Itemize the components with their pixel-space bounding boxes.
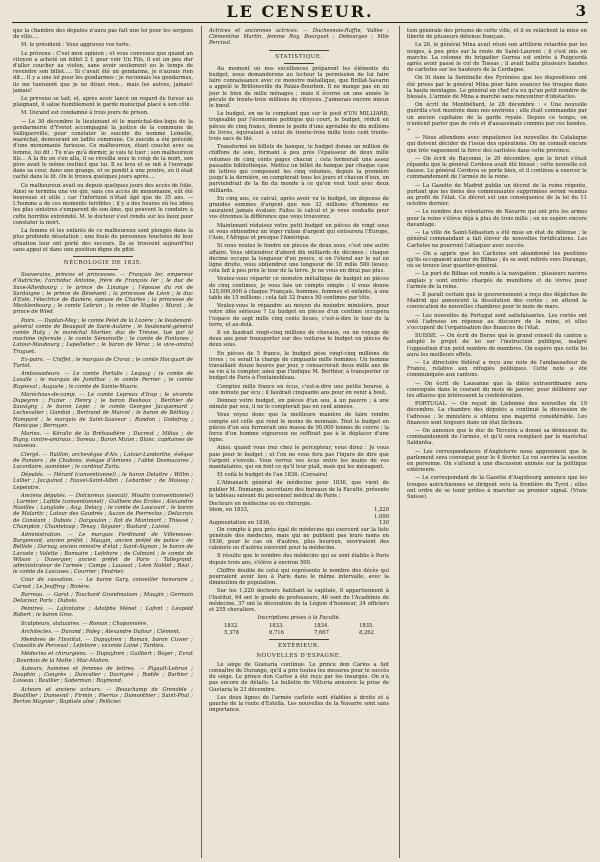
paragraph: Transformé en billets de banque, le budget donne un million de chiffons de soie, formant à peu près l'épaisseur de deux mille volumes de cinq cents pages chacun ; cela formerait une assez passable bibliothèque. Mettez un billet de banque par chaque case de lettres qui composent les cinq volumes, depuis la première jusqu'à la dernière, on compterait tous les jours et chacun d'eux, on parviendrait de la fin du monde à ce qu'on veut tout avec deux milliards. xyxy=(209,144,389,194)
paragraph: Donnez votre budget, en pièces d'un sou, à un pauvre ; à une minute par sou, il ne le compterait pas en cent années. xyxy=(209,397,389,411)
table-row xyxy=(209,630,389,636)
year-cell: 1835. xyxy=(359,623,374,630)
paragraph: que la chambre des députés n'aura pas fait une loi pour les sergens de ville.... xyxy=(13,28,193,41)
table-caption: Inscriptions prises à la Faculté. xyxy=(257,615,341,622)
count-cell: 8,262 xyxy=(359,629,374,636)
paragraph: — On écrit de Bayonne, le 29 décembre, que le bruit s'était répandu que le général Cordova avait été blessé ; cette nouvelle est fausse. Le général Cordova se porte bien, et il continue à exercer le commandement de l'armée de la reine. xyxy=(407,155,587,181)
necrology-entry: Architectes. — Durand ; Paley ; Alexandre Dufour ; Clément. xyxy=(21,628,181,635)
paragraph: — On a appris que les Carlistes ont abandonné les positions qu'ils occupaient autour de Bilbao ; ils se sont retirés vers Durango, où se trouve leur quartier-général. xyxy=(407,250,587,270)
paragraph: Maintenant réduisez votre petit budget en pièces de vingt sous et vous obtiendrez un léger ruban d'argent qui entourera l'Europe, l'Asie, l'Afrique et presque l'Amérique. xyxy=(209,222,389,242)
paragraph: Les deux lignes de l'armée carliste sont établies à droite et à gauche de la route d'Estella. Les nouvelles de la Navarre sont sans importance. xyxy=(209,694,389,714)
paragraph: Voulez-vous le répandre au moyen du moindre ministère, pour votre idée sérieuse ? Le budget en pièces d'un centime occupera l'espace de sept mille cinq cents lieues, c'est-à-dire le tour de la terre, et au-delà. xyxy=(209,303,389,328)
paragraph: L'Almanach général de médecine pour 1836, que vient de publier M. Domange, secrétaire des bureaux de la Faculté, présente le tableau suivant du personnel médical de Paris : xyxy=(209,480,389,499)
necrology-entry: Actrices et anciennes actrices. — Duchesnois-Raffin, Vallée ; Clémentine Martin, femme Roy, Bourguet ; Debourges ; Mlle Percival. xyxy=(209,28,389,47)
doctor-count-table xyxy=(209,501,389,527)
court-report xyxy=(13,28,193,253)
necrology-entry: Ex-pairs. — Chiffet ; le marquis de Civrac ; le comte Hocquart de Turtot. xyxy=(13,356,193,369)
section-subheading: NOUVELLES D'ESPAGNE. xyxy=(256,652,342,659)
necrology-entry: Ambassadeurs. — Le comte Portalis ; Lequay ; le comte de Lasalle ; le marquis de Jumilhac ; le comte Perrier ; le comte Rayneval ; Auguste ; le comte de Sainte-Maure. xyxy=(13,371,193,390)
paragraph: On compte à peu près égal de médecins qui exercent sur la liste générale des médecins, mais qui ne publient pas leurs noms en 1836, pour le cas où d'autres, plus heureux, ouvriraient des cabinets ou d'autres exercent pour la médecine. xyxy=(209,526,389,552)
paragraph: M. Durand est condamné à trois jours de prison. xyxy=(21,110,149,117)
section-separator xyxy=(269,639,329,640)
paragraph: On écrit de Montbéliard, le 28 décembre : « Une nouvelle guérilla s'est montrée dans nos environs ; elle était commandée par un ancien capitaine de la garde royale. Depuis ce temps, on n'entend parler que de vols et d'assassinats commis par ces bandes. » xyxy=(407,102,587,134)
necrology-entry: Acteurs et anciens acteurs. — Beauchamp de Grenoble ; Boutillier ; Dumesnil ; Firmin ; Pierrus ; Dumonthier ; Saint-Phal ; Berton Maynier ; Baptiste aîné ; Pellicier. xyxy=(13,686,193,705)
paragraph: M. le président : Vous aggravez vos torts. xyxy=(21,42,131,49)
paragraph: Sur les 1,220 docteurs habitant la capitale, 8 appartiennent à l'Institut, 64 ont le grade de professeurs, 46 sont de l'Académie de médecine, 37 ont la décoration de la Légion d'honneur, 34 officiers et 255 chevaliers. xyxy=(209,588,389,614)
necrology-entry: Sculpteurs, statuaires. — Roman ; Chaponnière. xyxy=(21,620,148,627)
record-label: Docteurs en médecine ou en chirurgie. xyxy=(209,501,312,508)
section-heading: EXTÉRIEUR. xyxy=(278,643,320,650)
section-heading: STATISTIQUE. xyxy=(275,53,323,60)
statistics-article xyxy=(209,66,389,499)
inscriptions-table xyxy=(209,623,389,636)
necrology-entry: Clergé. — Raillon, archevêque d'Aix ; Latour-Landorthe, évêque de Pamiers ; de Chabons, évêque d'Amiens ; l'abbé Desmazures ; Lacordaire, aumônier ; le cardinal Zurla. xyxy=(13,451,193,470)
record-label: Augmentation en 1836, xyxy=(209,520,271,527)
paragraph: — Le port de Bilbao est rendu à la navigation ; plusieurs navires anglais y sont entrés chargés de munitions et de vivres pour l'armée de la reine. xyxy=(407,271,587,290)
record-value: 130 xyxy=(379,520,389,527)
paragraph: La femme et les enfants de ce malheureux sont plongés dans la plus profonde désolation ; une foule de personnes touchées de leur situation leur ont porté des secours. Ils se trouvent aujourd'hui sans appui et dans une position digne de pitié. xyxy=(13,228,193,253)
paragraph: Le siége de Guetaria continue. Le prince don Carlos a fait connaître de Durango, qu'il a pris toutes les mesures pour le succès du siége. Le prince don Carlos a été reçu par les insurgés. On n'a pas encore de détails. Le bulletin de Vittoria annonce la prise de Guetaria le 23 décembre. xyxy=(209,661,389,693)
paragraph: — On écrit de Lausanne que la diète extraordinaire sera convoquée dans le courant du mois de janvier, pour délibérer sur les affaires qui intéressent la confédération. xyxy=(407,380,587,399)
paragraph: Le 26, le général Mina avait réuni son artillerie retardée par les neiges, à peu près sur la route de Saint-Laurent ; il s'est mis en marche. La colonne du brigadier Gurrea est entrée à Puigcerdà après avoir passé le col de Tossas ; il avait battu plusieurs bandes de carlistes sur les hauteurs de la Cerdagne. xyxy=(407,42,587,74)
paragraph: — Le nombre des volontaires de Navarre qui ont pris les armes pour la reine s'élève déjà à plus de trois mille ; on en espère encore davantage. xyxy=(407,209,587,228)
section-heading: NÉCROLOGIE DE 1835. xyxy=(63,259,143,266)
necrology-entry: Pairs. — Duplan-Mey ; le comte Pelet de la Lozère ; le lieutenant-général comte de Beaupoil de Saint-Aulaire ; le lieutenant-général comte Ruty ; le maréchal Mortier, duc de Trévise, tué par la machine infernale ; le comte Sémonville ; le comte de Fontanes ; Latour-Maubourg ; Lepelletier ; le baron de Vérac ; le vice-amiral Truguet. xyxy=(13,317,193,355)
column-divider xyxy=(201,26,202,858)
column-divider xyxy=(399,26,400,858)
paragraph: tion générale des prisons de cette ville, et il se relâchent la mise en liberté de plusieurs détenus français. xyxy=(407,28,587,41)
paragraph: PORTUGAL. — On reçoit de Lisbonne des nouvelles du 19 décembre. La chambre des députés a continué la discussion de l'adresse ; le ministère a obtenu une majorité considérable. Les finances sont toujours dans un état fâcheux. xyxy=(407,401,587,426)
count-cell: 5,378 xyxy=(224,629,239,636)
paragraph: — Les nouvelles de Portugal sont satisfaisantes. Les cortès ont voté l'adresse en réponse au discours de la reine, et elles s'occupent de l'organisation des finances de l'état. xyxy=(407,312,587,331)
paragraph: — Le directoire fédéral a reçu une note de l'ambassadeur de France, relative aux réfugiés politiques. Cette note a été communiquée aux cantons. xyxy=(407,359,587,379)
paragraph: Et voilà le budget de l'an 1836. (Corsaire) xyxy=(217,472,328,479)
necrology-entry: Souverains, princes et princesses. — François Ier, empereur d'Autriche; l'archiduc Antoine, frère de François Ier ; le duc de Saxe-Altenbourg ; le prince de Linange ; l'épouse du roi de Sardaigne ; le prince de Bénévent ; la princesse de Léon ; le duc d'Este; l'électrice de Bavière, épouse de Charles ; la princesse de Mecklenbourg ; le comte Lebrun ; la reine de Naples ; Murat ; le prince de Wied. xyxy=(13,272,193,316)
section-separator xyxy=(73,256,133,257)
necrology-entry: Auteurs, hommes et femmes de lettres. — Pigault-Lebrun ; Dauphin ; Congrès ; Duncalier ; Davrigné ; Roddé ; Barbier ; Loiseau ; Boullier ; Saderman ; Raymond. xyxy=(13,665,193,685)
count-cell: 6,716 xyxy=(269,629,284,636)
paragraph: En pièces de 5 francs, le budget pèse vingt-cinq millions de livres ; ce serait la charge de cinquante mille hommes. Un homme travaillant douze heures par jour, y consacrerait deux mille ans de sa vie à le compter, ainsi que l'indique M. Berthier, à transporter ce budget de Paris à Fontainebleau. xyxy=(209,350,389,382)
section-separator xyxy=(269,50,329,51)
paragraph: Le prévenu : C'est mon opinion ; et vous convenez que quand un citoyen a acheté un billet 2 f. pour voir Un Fils, il est un peu dur d'aller coucher au violon, sans avoir seulement eu le temps de revendre son billet..... Si c'avait été un gendarme, je n'aurais rien dit... Il y a une loi pour les gendarmes ; je reconnais les gendarmes, ils me tueraient que je ne dirais rien... mais les autres, jamais! jamais! xyxy=(13,50,193,94)
paragraph: — On annonce que le duc de Terceira a donné sa démission du commandement de l'armée, et qu'il sera remplacé par le maréchal Saldanha. xyxy=(407,427,587,447)
necrology-entry: Députés. — Hérard (conventionnel) ; le baron Delaître ; Willm ; Lallier ; Jacquinot ; Fauvel-Saint-Albin ; Lebarbier ; de Moussy ; Lepeintre. xyxy=(13,472,193,491)
necrology-list xyxy=(13,272,193,705)
paragraph: Comptez mille francs en écus, c'est-à-dire une petite bourse, à une minute par écu ; il faudrait cinquante ans pour en venir à bout. xyxy=(209,383,389,396)
count-cell: 7,667 xyxy=(314,629,329,636)
necrology-entry: Marins. — Kérallo de la Bréhaudière ; Ducrest ; Milius ; de Bigny, contre-amiraux ; Soreau ; Baron Mizon ; Blanc, capitaines de vaisseau. xyxy=(13,430,193,450)
paragraph: — La ville de Saint-Sébastien a été mise en état de défense ; le général commandant a fait élever de nouvelles fortifications. Les Carlistes ne pourront l'attaquer avec succès. xyxy=(407,230,587,249)
paragraph: — Le 30 décembre le lieutenant et le maréchal-des-logis de la gendarmerie d'Yvetot accompagné la justice de la commune de Valliquerville, pour constater le suicide du nommé Lemelle, maréchal, demeurant en ladite commune. Ce suicide a été précédé d'une monomanie furieuse. Ce malheureux, étant couché avec sa femme, lui dit : Tu n'as qu'à dormir, je vais te tuer ; son malheureux fils... A la fin on s'en alla, il se réveilla sous le coup de la mort, son père avait le même instinct que lui. Il se leva et se mit à l'ouvrage dans sa cour, dans une grange, et se pendit à une poutre, où il était caché dans le lit. On le trouva quelques jours après.... xyxy=(13,118,193,181)
paragraph: Ainsi, quand vous irez chez le percepteur, vous direz : Je vous paie pour le budget ; et l'on ne vous fera pas l'injure de dire que l'argent s'envole. Vous verrez vos écus entre les mains de vos mandataires, qui en font ce qu'il leur plaît, mais qui les ménagent. xyxy=(209,445,389,470)
section-separator xyxy=(284,63,314,64)
paragraph: SUISSE. — On écrit de Berne que le grand conseil du canton a adopté le projet de loi sur l'instruction publique, malgré l'opposition d'un petit nombre de membres. On espère que cette loi aura les meilleurs effets. xyxy=(407,333,587,358)
necrology-entry: Peintres. — Lafontaine ; Adolphe Ménet ; Lafont ; Léopold Robert ; le baron Gros. xyxy=(13,606,193,619)
masthead xyxy=(14,2,586,22)
newspaper-title: LE CENSEUR. xyxy=(226,2,374,21)
record-value: 1,220 xyxy=(374,507,389,514)
year-cell: 1834. xyxy=(314,623,329,630)
column-3 xyxy=(407,28,587,858)
column-1 xyxy=(13,28,193,858)
necrology-entry: Médecins et chirurgiens. — Dupuytren ; Guilbert ; Boyer ; Evrat ; Bourdois de la Motte ; Mac-Mahon. xyxy=(13,651,193,664)
paragraph: Chiffre double de celui qui représente le nombre des décès qui pourraient avoir lieu à Paris dans le même intervalle, avec la diminution de population. xyxy=(209,567,389,587)
paragraph: — Les correspondances d'Angleterre nous apprennent que le parlement sera convoqué pour le 4 février. Le roi ouvrira la session en personne. On s'attend à une discussion animée sur la politique extérieure. xyxy=(407,448,587,474)
column-2 xyxy=(209,28,389,858)
paragraph: — Le correspondant de la Gazette d'Augsbourg annonce que les troupes autrichiennes se dirigent vers la frontière du Tyrol ; elles ont ordre de se tenir prêtes à marcher au premier signal. (Vraie Suisse). xyxy=(407,475,587,501)
necrology-entry: Anciens députés. — Dolcioreux (avocat), Moulin (conventionnel) ; Lormier ; Lafitte (conventionnel) ; Guilhem des Ecoles ; Alexandre Noailles ; Langlade ; Aug. Delacy ; le comte de Laucourt ; le baron de Malartic ; Latour des Gaudrés ; Auzon de Pierreclos ; Delacroix de Constant ; Dubois ; Dargoulon ; Ilot de Montmort ; Thiessé ; Champion ; Chanteloup ; Tenay ; Séguier ; Bastard ; Laisné. xyxy=(13,492,193,530)
necrology-entry: Membres de l'Institut. — Dupuytren ; Roman, baron Cuvier ; Consolin de Perceval ; Lefebvre ; vicomte Lainé ; Tardieu. xyxy=(13,637,193,650)
paragraph: Il en faudrait vingt-cinq millions de chevaux, ou un voyage de deux ans pour transporter sur des voitures le budget en pièces de deux sous. xyxy=(209,329,389,349)
paragraph: On lit dans la Sentinelle des Pyrénées que les dispositions ont été prises par le général Mina pour faire avancer les troupes dans la haute montagne. Le général en chef n'a eu qu'un petit nombre de blessés. L'armée de Mina a marché sans rencontrer d'obstacles. xyxy=(407,75,587,101)
section-separator xyxy=(88,269,118,270)
paragraph: — Nous attendons avec impatience les nouvelles de Catalogne qui doivent décider de l'issue des opérations. On ne connaît encore que très vaguement la force des carlistes dans cette province. xyxy=(407,135,587,154)
paragraph: Si vous voulez le fondre en pièces de deux sous, c'est une autre affaire. Vous obtiendrez d'abord dix milliards de décimes ; chaque décime occupe la longueur d'un pouce, si on l'étend sur le sol en ligne droite, vous obtiendrez une longueur de 18 mille 500 lieues; cela fait à peu près le tour de la terre. Je ne vous en dirai pas plus. xyxy=(209,243,389,275)
paragraph: Au moment où nos excellences préparent les éléments du budget, nous demanderons au lecteur la permission de lui faire faire connaissance avec ce monstre métallique, que Brillat-Savarin a appelé le Brillonsville du Palais-Bourbon. Il ne mange pas en un jour le bien de mille ménages ; mais il écorne en une année le pécule de trente-trois millions de citoyens. J'aimerais encore mieux le bœuf. xyxy=(209,65,389,110)
header-rule xyxy=(12,22,588,23)
paragraph: — Il paraît certain que le gouvernement a reçu des dépêches de Madrid qui annoncent la dissolution des cortès ; on attend la convocation de nouvelles chambres pour le mois de mars. xyxy=(407,291,587,311)
paragraph: Le budget, en ne le comptant que sur le pied d'UN MILLIARD, tropisable par l'économie politique qui court, le budget, réduit en pièces de cinq francs, donne le poids d'une agréable de dix millions de livres, équivalant à celui de trente-trois mille trois cent trente-trois sacs de blé. xyxy=(209,111,389,143)
necrology-entry: Barreau. — Garat ; Touchard Grandmaison ; Maugin ; Germain Delacour, Paris ; Dubois. xyxy=(13,591,193,605)
record-label: Idem, en 1833, xyxy=(209,507,249,514)
paragraph: Ce malheureux avait eu depuis quelques jours des accès de folie. Ainsi se termina une vie qui, sans ces accès de monomanie, eût été heureuse et utile ; car l'infortuné n'était âgé que de 35 ans. — L'homme a de ces moments terribles ; il y a des heures où les idées les plus sinistres s'emparent de son âme, qui peuvent le conduire à cette horrible extrémité. M. le docteur s'est rendu sur les lieux pour constater la mort. xyxy=(13,182,193,226)
paragraph: Vous voyez donc que la meilleure manière de faire rendre compte est celle qui rend le moins de monnaie. Tout le budget en pièces d'un sou formerait une masse de 90,000 tonnes de cuivre ; la force d'un homme vigoureux ne suffirait pas à le déplacer d'une ligne. xyxy=(209,412,389,444)
year-cell: 1833. xyxy=(269,623,284,630)
year-cell: 1832. xyxy=(224,623,239,630)
paragraph: Il résulte que le nombre des médecins qui se sont établis à Paris depuis trois ans, s'élève à environ 500. xyxy=(209,553,389,566)
necrology-entry: Administration. — Le marquis Ferdinand de Villeneuve-Bargemont, ancien préfet ; Maugin, ancien préfet de police ; de Bellisle ; Darnay, ancien ministre d'état ; Saint-Aignan ; le baron de Lacoste ; Valette ; Bonnaire ; Lefebvre ; de Colmont ; le comte de Wilson ; Duvergier, ancien préfet de Paris ; Talleyrand, administrateur de l'armée ; Camps ; Laussat ; Léon Noblet ; Réal ; le comte de Lascases ; Courrier ; Feutrier. xyxy=(13,532,193,576)
paragraph: Le prévenu se tait; et, après avoir lancé un regard de fureur au plaignant, il salue humblement le garde municipal placé à son côté. xyxy=(13,96,193,109)
necrology-entry: Cour de cassation. — Le baron Gary, conseiller honoraire ; Carnot ; Le Jeuffroy ; Rivière. xyxy=(13,577,193,590)
paragraph: — La Gazette de Madrid publie un décret de la reine régente, portant que les biens des communautés supprimées seront vendus au profit de l'état. Ce décret est une conséquence de la loi du 11 octobre dernier. xyxy=(407,182,587,208)
record-value: 1,090 xyxy=(374,513,389,520)
paragraph: En cinq ans, ce calcul, après avoir vu le budget, on dépense de grandes sommes d'argent que nos 32 millions d'hommes ne sauraient jamais évaluer. Faites le calcul et je vous souhaite pour vos étrennes la différence que vous trouverez. xyxy=(209,195,389,221)
necrology-entry: Maréchaux-de-camp. — Le comte Lepreux d'Irap ; le vicomte Dupeyron ; Fuzier ; Henry ; le baron Beshoux ; Berthier de Sauvigny ; le baron Lepic ; le comte Georges Jacquemard ; Lechevalier ; Gambin ; Bertrand de Marcel ; le baron de Béthisy ; Nompard ; le marquis de Saint-Sauveur ; Randon ; Godefroy ; Hanicque ; Berruyer. xyxy=(13,391,193,429)
paragraph: Voulez-vous répartir ce monstre métallique de budget en pièces de cinq centimes, je vous fais un compte simple : il vous donne 125,000,000 à chaque Français, hommes, femmes et enfants, à une table de 15 millions ; cela fait 32 francs 50 centimes par tête. xyxy=(209,276,389,301)
page-number: 3 xyxy=(575,2,586,20)
